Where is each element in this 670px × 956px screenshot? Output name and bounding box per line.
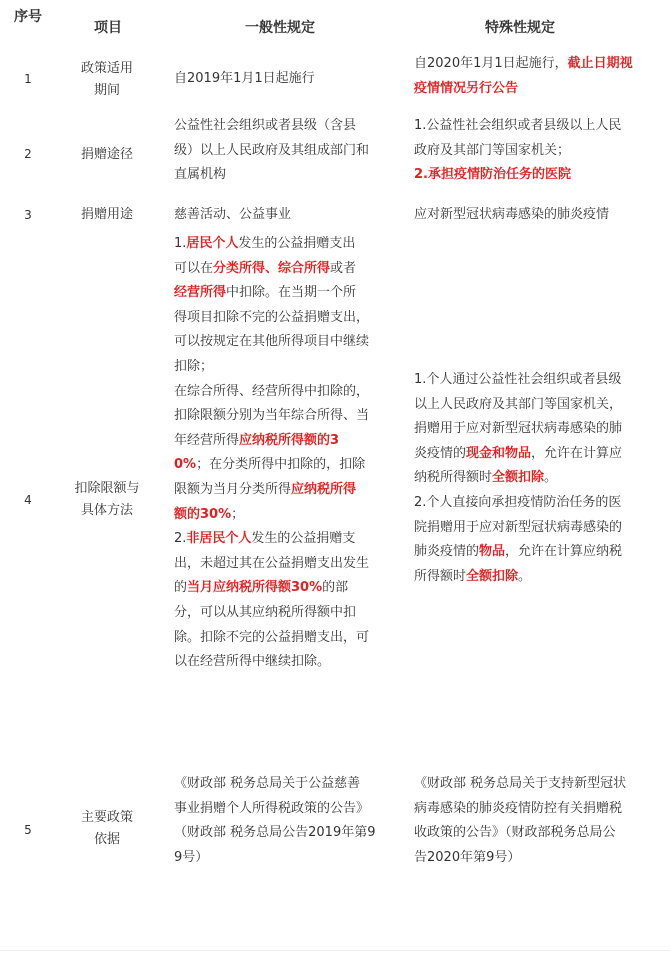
header-special: 特殊性规定 xyxy=(485,20,555,36)
cell-text: 出，未超过其在公益捐赠支出发生 xyxy=(174,555,370,571)
row-2-no: 2 xyxy=(24,147,32,161)
cell-line xyxy=(414,466,654,491)
row-5-general xyxy=(174,772,400,870)
cell-text: 的 xyxy=(174,580,188,596)
cell-line xyxy=(174,404,400,429)
cell-line xyxy=(414,114,654,139)
emphasis-text: 疫情情况另行公告 xyxy=(414,80,519,96)
cell-line xyxy=(174,772,400,797)
cell-line xyxy=(414,163,654,188)
cell-line xyxy=(414,417,654,442)
cell-line xyxy=(414,77,654,102)
cell-line xyxy=(174,163,400,188)
cell-text: 9号） xyxy=(174,849,209,865)
cell-text: 年经营所得 xyxy=(174,432,240,448)
cell-line xyxy=(414,52,654,77)
cell-text: 扣除； xyxy=(174,358,214,374)
cell-text: 慈善活动、公益事业 xyxy=(174,207,292,222)
row-1-special xyxy=(414,52,654,101)
cell-text: 或者 xyxy=(330,260,357,276)
cell-line xyxy=(174,626,400,651)
cell-line xyxy=(174,576,400,601)
cell-text: 政府及其部门等国家机关； xyxy=(414,142,571,158)
row-3-no: 3 xyxy=(24,208,32,222)
cell-line xyxy=(174,552,400,577)
cell-text: 发生的公益捐赠支 xyxy=(251,531,356,547)
emphasis-text: 现金和物品 xyxy=(466,445,532,461)
row-4-item: 扣除限额与 具体方法 xyxy=(74,481,140,518)
emphasis-text: 分类所得、综合所得 xyxy=(213,260,331,276)
cell-line xyxy=(174,380,400,405)
cell-text: 在综合所得、经营所得中扣除的， xyxy=(174,383,370,399)
cell-line xyxy=(174,139,400,164)
row-1-general xyxy=(174,67,400,92)
row-4-special xyxy=(414,368,654,589)
cell-text: 捐赠用于应对新型冠状病毒感染的肺 xyxy=(414,421,623,437)
cell-text: ；在分类所得中扣除的，扣除 xyxy=(196,457,366,473)
cell-text: 应对新型冠状病毒感染的肺炎疫情 xyxy=(414,207,610,222)
cell-line xyxy=(414,491,654,516)
cell-line xyxy=(174,601,400,626)
cell-text: 所得额时 xyxy=(414,568,467,584)
row-2-general xyxy=(174,114,400,188)
cell-text: 收政策的公告》（财政部税务总局公 xyxy=(414,825,616,841)
cell-text: 级）以上人民政府及其组成部门和 xyxy=(174,142,370,158)
cell-line xyxy=(414,797,654,822)
cell-text: 公益性社会组织或者县级（含县 xyxy=(174,118,357,133)
cell-line xyxy=(174,67,400,92)
cell-text: 可以按规定在其他所得项目中继续 xyxy=(174,334,370,350)
row-1-no: 1 xyxy=(24,72,32,86)
row-5-no: 5 xyxy=(24,823,32,837)
row-3-item: 捐赠用途 xyxy=(80,207,133,222)
cell-text: （财政部 税务总局公告2019年第9 xyxy=(174,825,376,841)
cell-text: 限额为当月分类所得 xyxy=(174,481,292,497)
row-2-item: 捐赠途径 xyxy=(80,147,133,162)
cell-text: 2. xyxy=(174,531,187,547)
cell-line xyxy=(414,772,654,797)
emphasis-text: 截止日期视 xyxy=(567,56,633,71)
cell-text: 2.个人直接向承担疫情防治任务的医 xyxy=(414,494,622,510)
cell-text: 《财政部 税务总局关于支持新型冠状 xyxy=(414,776,627,791)
cell-line xyxy=(174,203,400,228)
cell-line xyxy=(414,516,654,541)
cell-text: ，允许在计算应纳税 xyxy=(505,544,623,560)
cell-line xyxy=(414,821,654,846)
cell-text: 。 xyxy=(544,470,558,486)
cell-line xyxy=(414,442,654,467)
emphasis-text: 全额扣除 xyxy=(492,470,545,486)
emphasis-text: 当月应纳税所得额30% xyxy=(187,580,323,596)
row-2-special xyxy=(414,114,654,188)
cell-text: 中扣除。在当期一个所 xyxy=(226,285,357,301)
cell-text: 以在经营所得中继续扣除。 xyxy=(174,654,331,670)
cell-line xyxy=(174,821,400,846)
header-general: 一般性规定 xyxy=(245,20,315,36)
cell-line xyxy=(174,797,400,822)
cell-text: 直属机构 xyxy=(174,167,227,183)
emphasis-text: 物品 xyxy=(479,544,506,560)
cell-text: 1. xyxy=(174,236,187,251)
cell-text: 除。扣除不完的公益捐赠支出，可 xyxy=(174,629,370,645)
cell-line xyxy=(174,527,400,552)
emphasis-text: 2.承担疫情防治任务的医院 xyxy=(414,167,571,183)
cell-line xyxy=(174,846,400,871)
cell-text: 1.个人通过公益性社会组织或者县级 xyxy=(414,372,622,387)
cell-line xyxy=(174,503,400,528)
row-3-general xyxy=(174,203,400,228)
cell-line xyxy=(414,203,654,228)
cell-text: 1.公益性社会组织或者县级以上人民 xyxy=(414,118,622,133)
cell-text: 纳税所得额时 xyxy=(414,470,493,486)
cell-line xyxy=(174,429,400,454)
cell-line xyxy=(414,565,654,590)
cell-text: ，允许在计算应 xyxy=(531,445,623,461)
cell-text: 院捐赠用于应对新型冠状病毒感染的 xyxy=(414,519,623,535)
emphasis-text: 经营所得 xyxy=(174,285,227,301)
cell-text: 扣除限额分别为当年综合所得、当 xyxy=(174,408,370,424)
cell-text: 肺炎疫情的 xyxy=(414,544,480,560)
cell-line xyxy=(174,257,400,282)
cell-text: 病毒感染的肺炎疫情防控有关捐赠税 xyxy=(414,800,623,816)
cell-line xyxy=(414,368,654,393)
emphasis-text: 非居民个人 xyxy=(186,531,252,547)
cell-text: 炎疫情的 xyxy=(414,445,467,461)
cell-text: 告2020年第9号） xyxy=(414,849,521,865)
cell-text: 发生的公益捐赠支出 xyxy=(238,236,356,251)
cell-line xyxy=(414,139,654,164)
emphasis-text: 应纳税所得 xyxy=(291,481,357,497)
cell-text: 可以在 xyxy=(174,260,214,276)
cell-text: ； xyxy=(231,506,245,522)
cell-line xyxy=(174,306,400,331)
cell-text: 得项目扣除不完的公益捐赠支出， xyxy=(174,309,370,325)
emphasis-text: 应纳税所得额的3 xyxy=(239,432,340,448)
cell-text: 。 xyxy=(518,568,532,584)
cell-text: 事业捐赠个人所得税政策的公告》 xyxy=(174,800,370,816)
cell-text: 自2020年1月1日起施行， xyxy=(414,56,568,71)
cell-line xyxy=(414,540,654,565)
cell-line xyxy=(174,330,400,355)
emphasis-text: 额的30% xyxy=(174,506,232,522)
header-item: 项目 xyxy=(94,20,122,36)
cell-line xyxy=(174,355,400,380)
emphasis-text: 居民个人 xyxy=(186,236,239,251)
row-1-item: 政策适用 期间 xyxy=(80,61,133,98)
cell-line xyxy=(174,478,400,503)
row-5-special xyxy=(414,772,654,870)
cell-text: 以上人民政府及其部门等国家机关， xyxy=(414,396,623,412)
header-no: 序号 xyxy=(14,9,42,25)
cell-text: 自2019年1月1日起施行 xyxy=(174,71,315,86)
row-3-special xyxy=(414,203,654,228)
cell-text: 《财政部 税务总局关于公益慈善 xyxy=(174,776,361,791)
bottom-divider xyxy=(0,950,670,951)
cell-text: 分，可以从其应纳税所得额中扣 xyxy=(174,604,357,620)
cell-line xyxy=(174,453,400,478)
cell-line xyxy=(414,846,654,871)
cell-line xyxy=(174,650,400,675)
row-4-general xyxy=(174,232,400,675)
cell-line xyxy=(174,114,400,139)
row-5-item: 主要政策 依据 xyxy=(80,810,133,847)
cell-line xyxy=(174,232,400,257)
cell-line xyxy=(414,393,654,418)
emphasis-text: 0% xyxy=(174,457,197,473)
row-4-no: 4 xyxy=(24,493,32,507)
emphasis-text: 全额扣除 xyxy=(466,568,519,584)
cell-line xyxy=(174,281,400,306)
cell-text: 的部 xyxy=(322,580,349,596)
